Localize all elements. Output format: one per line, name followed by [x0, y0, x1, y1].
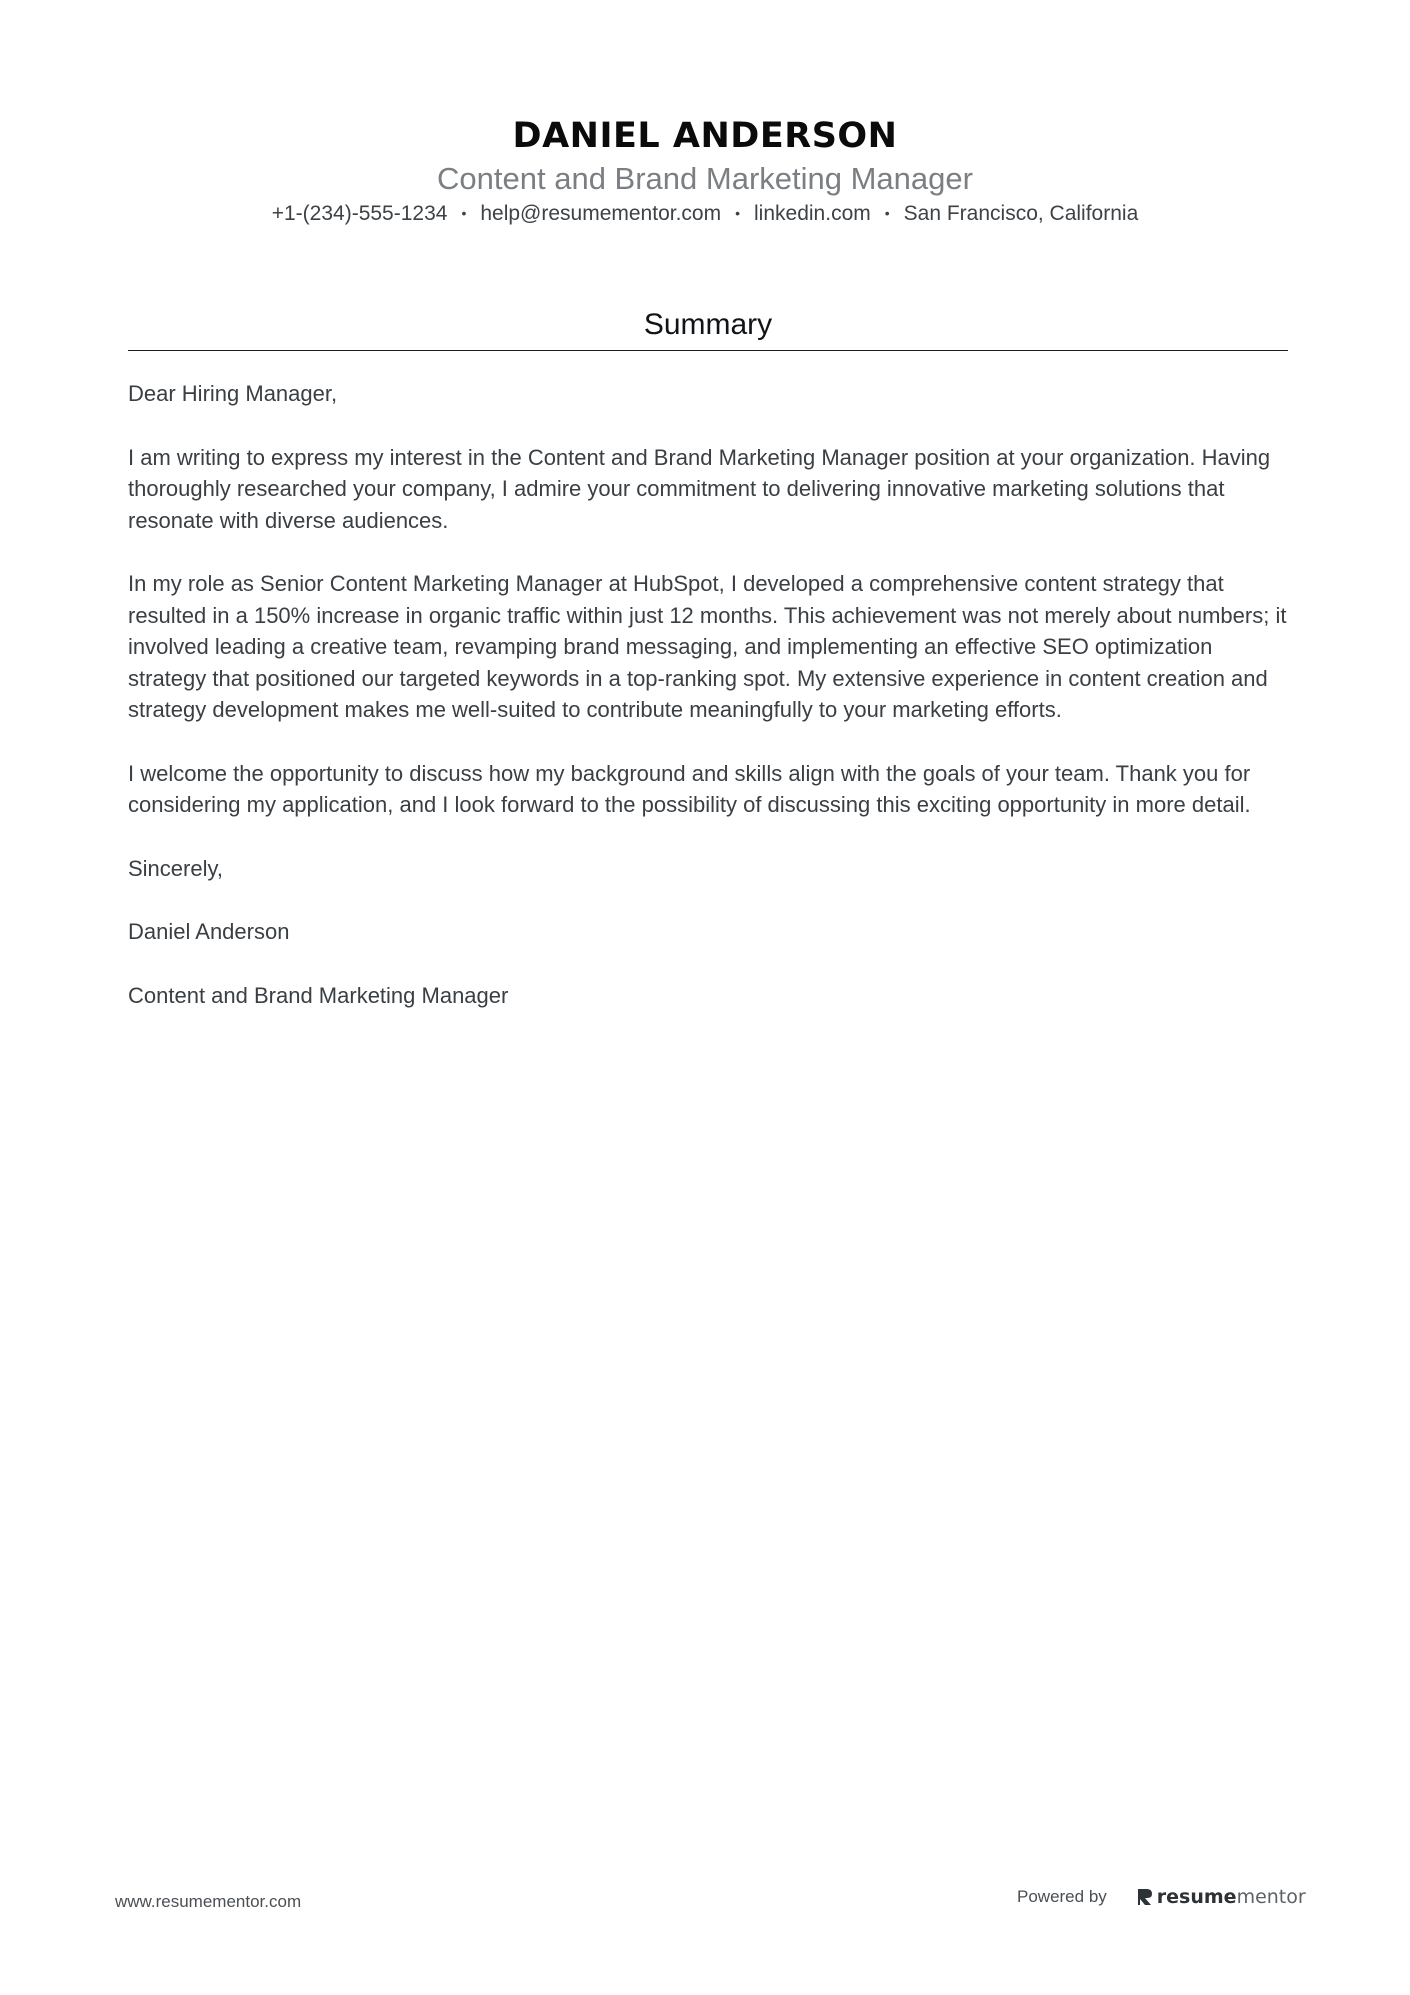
contact-separator: • — [461, 205, 467, 221]
contact-email[interactable]: help@resumementor.com — [480, 202, 722, 225]
contact-separator: • — [884, 205, 890, 221]
signature-name: Daniel Anderson — [128, 919, 290, 944]
logo-text-bold: resume — [1156, 1886, 1237, 1908]
letter-greeting: Dear Hiring Manager, — [128, 381, 338, 406]
logo-text-light: mentor — [1236, 1886, 1306, 1908]
letter-header — [0, 112, 1410, 229]
contact-line — [0, 198, 1410, 229]
section-divider — [128, 350, 1288, 351]
letter-paragraph: I am writing to express my interest in the Content and Brand Marketing Manager position at your organization. Having thoroughly researched your company, I admire your commitment to delivering innovative marketing solutions that resonate with diverse audiences. — [128, 444, 1271, 533]
applicant-job-title: Content and Brand Marketing Manager — [437, 161, 973, 196]
footer-website[interactable]: www.resumementor.com — [115, 1892, 302, 1911]
letter-paragraph: I welcome the opportunity to discuss how my background and skills align with the goals of your team. Thank you for considering my application, and I look forward to the possibility of discussing this exciting opportunity in more detail. — [128, 760, 1251, 817]
section-heading-summary: Summary — [643, 308, 773, 341]
contact-location: San Francisco, California — [903, 202, 1139, 225]
resumementor-logo[interactable] — [1137, 1886, 1306, 1908]
letter-closing: Sincerely, — [128, 855, 223, 881]
contact-linkedin[interactable]: linkedin.com — [754, 202, 871, 225]
letter-paragraph: In my role as Senior Content Marketing Manager at HubSpot, I developed a comprehensive content strategy that resulted in a 150% increase in organic traffic within just 12 months. This achievement was not merely about numbers; it involved leading a creative team, revamping brand messaging, and implementing an effective SEO optimization strategy that positioned our targeted keywords in a top-ranking spot. My extensive experience in content creation and strategy development makes me well-suited to contribute meaningfully to your marketing efforts. — [128, 571, 1287, 722]
powered-by-label: Powered by — [1017, 1887, 1107, 1906]
letter-body — [128, 378, 1293, 1043]
signature-title: Content and Brand Marketing Manager — [128, 982, 509, 1008]
resumementor-logo-icon — [1137, 1887, 1153, 1907]
contact-separator: • — [735, 205, 741, 221]
footer-branding — [1017, 1886, 1306, 1908]
contact-phone: +1-(234)-555-1234 — [271, 202, 448, 225]
applicant-name: DANIEL ANDERSON — [512, 116, 898, 156]
